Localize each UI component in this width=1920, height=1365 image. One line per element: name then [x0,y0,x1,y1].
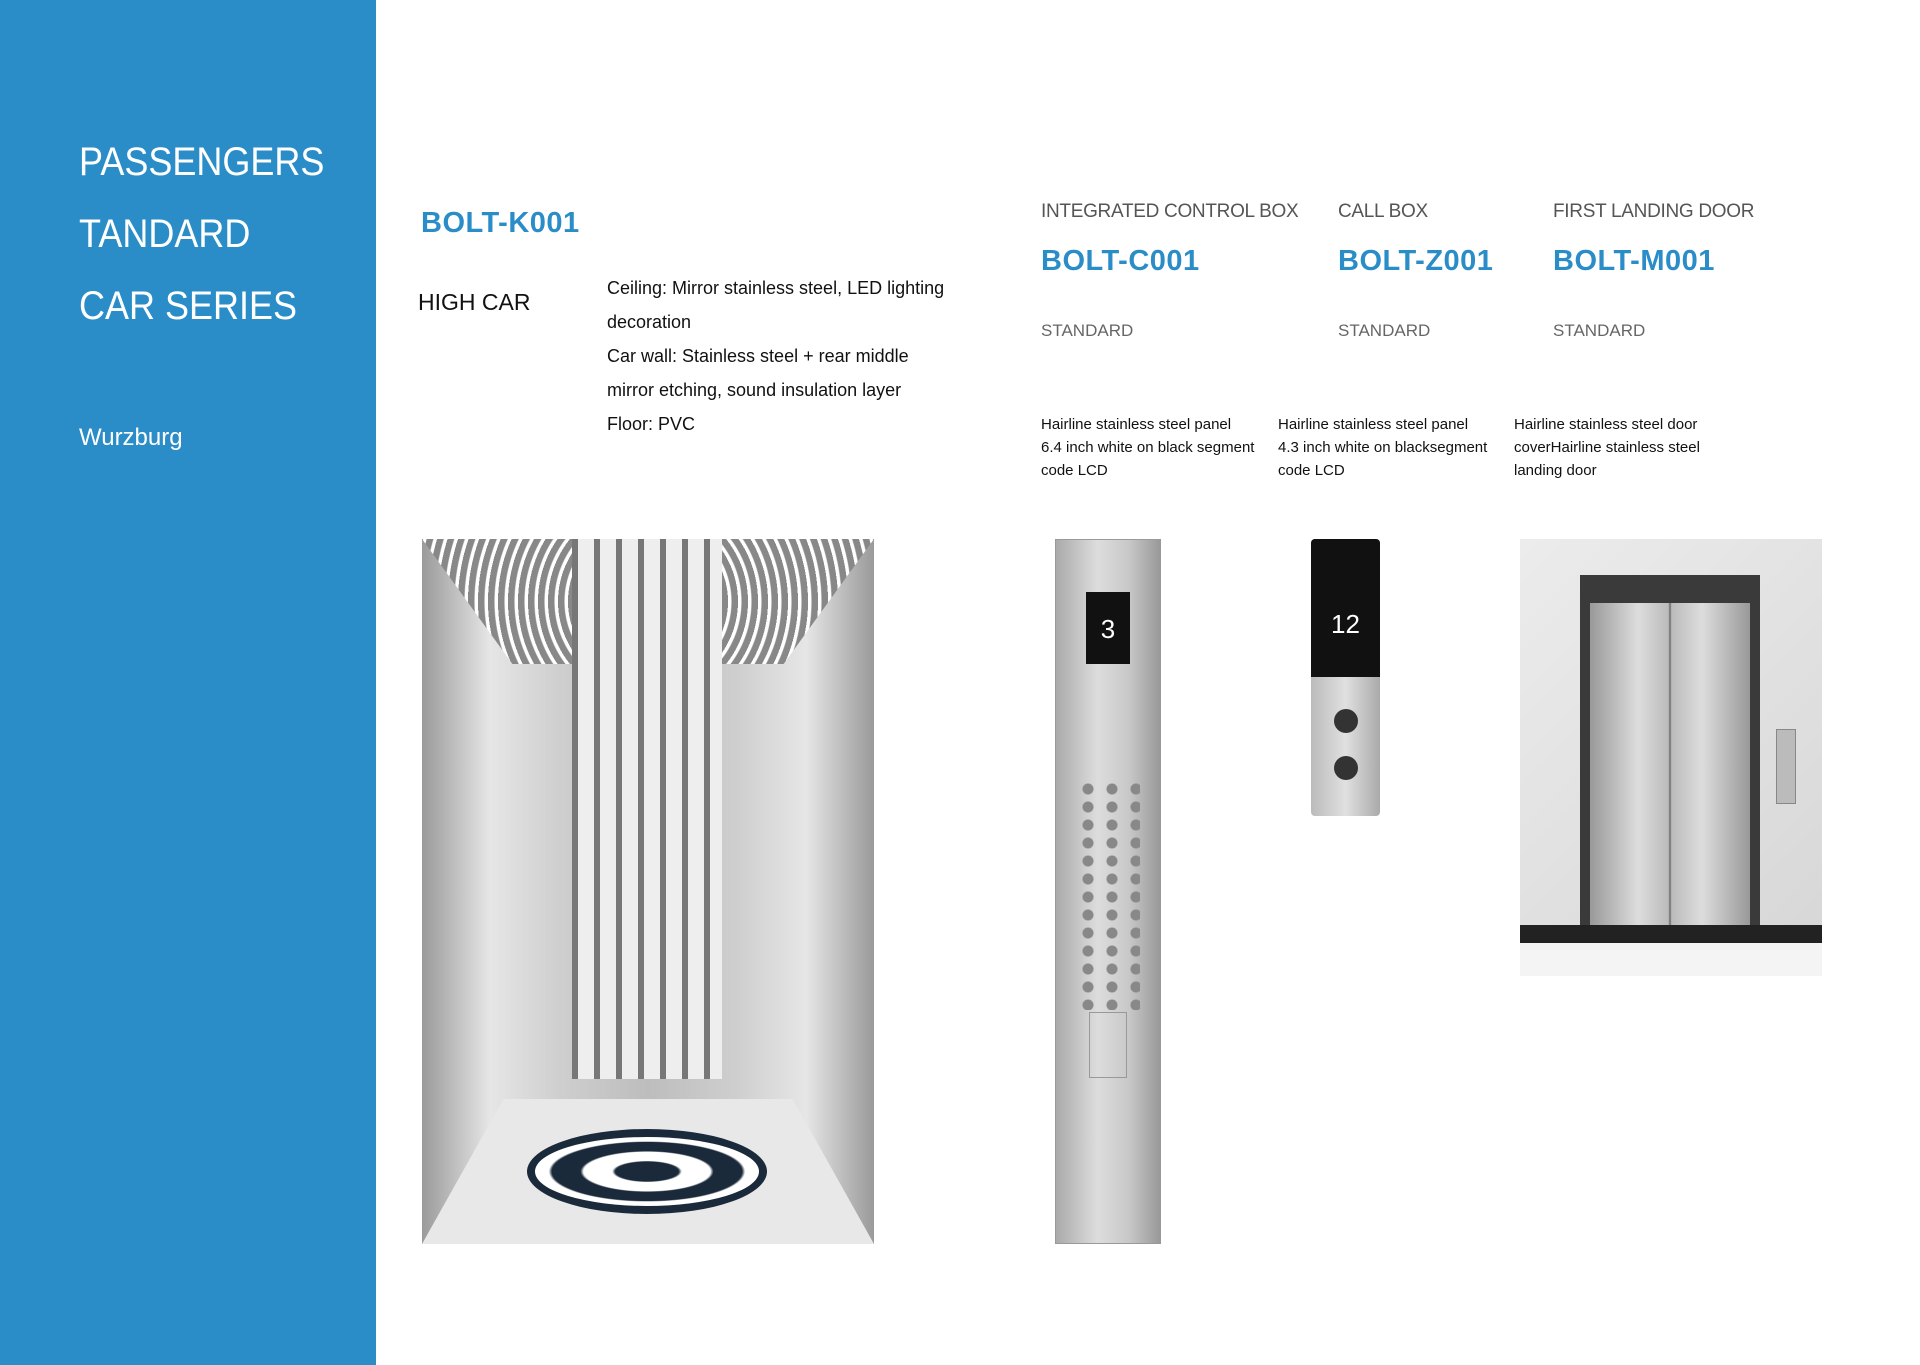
series-title-line-2: TANDARD [79,212,251,256]
elevator-car-image [422,539,874,1244]
series-title-line-3: CAR SERIES [79,284,298,328]
desc-line: Ceiling: Mirror stainless steel, LED lighting [607,278,945,298]
call-box-image [1311,539,1380,816]
landing-door-description: Hairline stainless steel door coverHairline stainless steel landing door [1514,416,1700,479]
category-landing-door: FIRST LANDING DOOR [1553,201,1755,222]
control-box-description: Hairline stainless steel panel 6.4 inch white on black segment code LCD [1041,416,1255,479]
control-box-image [1055,539,1161,1244]
category-control-box: INTEGRATED CONTROL BOX [1041,201,1299,222]
landing-door-image [1520,539,1822,976]
control-box-code: BOLT-C001 [1041,245,1200,277]
car-code: BOLT-K001 [421,207,580,239]
series-subtitle: Wurzburg [79,424,183,451]
desc-line: decoration [607,312,692,332]
control-box-grade: STANDARD [1041,321,1134,340]
desc-line: mirror etching, sound insulation layer [607,380,902,400]
floor-display: 3 [1086,592,1130,664]
series-title-line-1: PASSENGERS [79,140,325,184]
sidebar [0,0,376,1365]
call-box-display: 12 [1311,539,1380,677]
call-box-code: BOLT-Z001 [1338,245,1494,277]
car-description [607,271,947,441]
up-call-button-icon [1334,709,1358,733]
category-call-box: CALL BOX [1338,201,1428,222]
car-type: HIGH CAR [418,289,531,315]
call-box-description: Hairline stainless steel panel 4.3 inch white on blacksegment code LCD [1278,416,1488,479]
landing-door-code: BOLT-M001 [1553,245,1715,277]
down-call-button-icon [1334,756,1358,780]
desc-line: Car wall: Stainless steel + rear middle [607,346,909,366]
landing-door-grade: STANDARD [1553,321,1646,340]
desc-line: Floor: PVC [607,414,696,434]
call-box-grade: STANDARD [1338,321,1431,340]
